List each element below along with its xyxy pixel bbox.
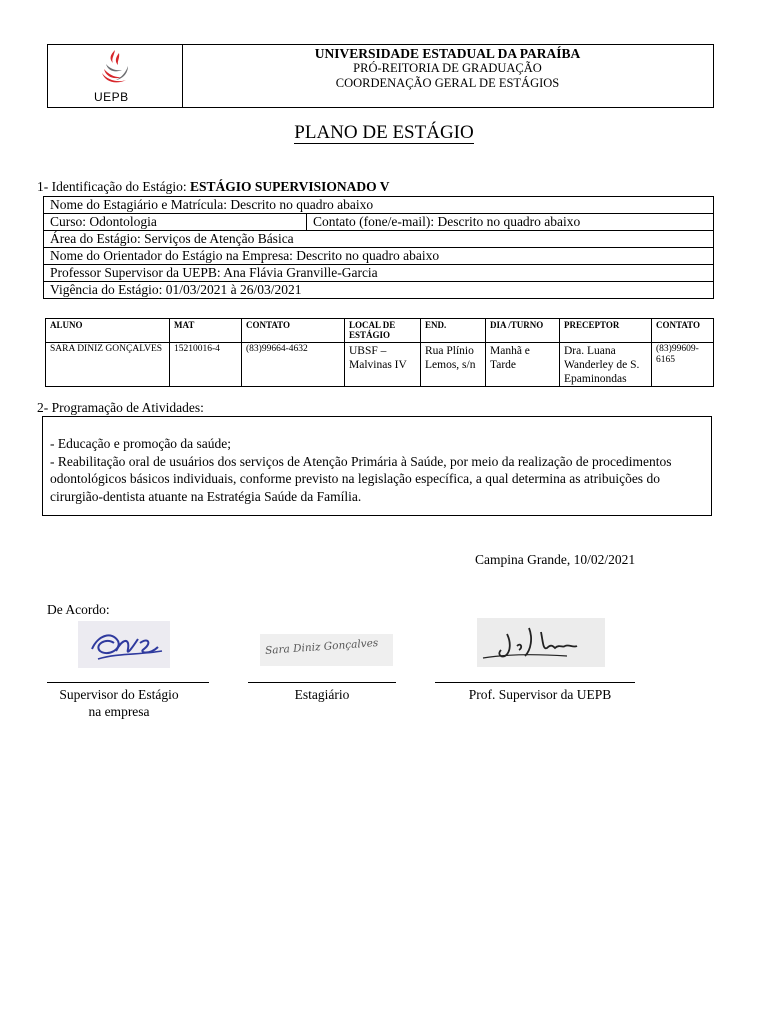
supervisor-signature-image xyxy=(78,621,170,668)
supervisor-label-line2: na empresa xyxy=(88,704,150,719)
section1-heading-value: ESTÁGIO SUPERVISIONADO V xyxy=(189,179,390,194)
header-dia-turno: DIA /TURNO xyxy=(486,319,560,343)
section1-heading-prefix: 1- Identificação do Estágio: xyxy=(37,179,190,194)
logo-cell xyxy=(48,45,183,107)
cell-contato-preceptor: (83)99609-6165 xyxy=(652,343,714,387)
estagiario-label: Estagiário xyxy=(294,687,350,702)
curso-cell: Curso: Odontologia xyxy=(44,214,307,231)
cell-end: Rua Plínio Lemos, s/n xyxy=(421,343,486,387)
university-name: UNIVERSIDADE ESTADUAL DA PARAÍBA xyxy=(314,46,581,61)
list-item: - Educação e promoção da saúde; xyxy=(50,436,232,451)
cell-aluno: SARA DINIZ GONÇALVES xyxy=(46,343,170,387)
professor-cell: Professor Supervisor da UEPB: Ana Flávia Granville-Garcia xyxy=(44,265,714,282)
prof-supervisor-signature-image xyxy=(477,618,605,667)
header-aluno: ALUNO xyxy=(46,319,170,343)
table-row xyxy=(44,197,714,214)
table-header-row xyxy=(46,319,714,343)
header-text xyxy=(182,45,713,91)
document-title-text: PLANO DE ESTÁGIO xyxy=(294,122,474,143)
logo-text: UEPB xyxy=(94,90,129,104)
identification-table xyxy=(43,196,714,299)
header-box xyxy=(47,44,714,108)
cell-mat: 15210016-4 xyxy=(170,343,242,387)
table-row xyxy=(44,265,714,282)
table-row xyxy=(44,214,714,231)
vigencia-cell: Vigência do Estágio: 01/03/2021 à 26/03/2021 xyxy=(44,282,714,299)
header-contato: CONTATO xyxy=(242,319,345,343)
pro-reitoria: PRÓ-REITORIA DE GRADUAÇÃO xyxy=(353,61,542,75)
de-acordo-label: De Acordo: xyxy=(47,602,110,617)
nome-estagiario-cell: Nome do Estagiário e Matrícula: Descrito no quadro abaixo xyxy=(44,197,714,214)
contato-cell: Contato (fone/e-mail): Descrito no quadro abaixo xyxy=(307,214,714,231)
table-row xyxy=(44,231,714,248)
cell-preceptor: Dra. Luana Wanderley de S. Epaminondas xyxy=(560,343,652,387)
prof-supervisor-signature-line xyxy=(435,682,635,683)
activities-box xyxy=(42,416,712,516)
list-item: - Reabilitação oral de usuários dos serviços de Atenção Primária à Saúde, por meio da realização de procedimentos odontológicos básicos individuais, conforme previsto na legislação específica, a qual determina as atribuições do cirurgião-dentista atuante na Estratégia Saúde da Família. xyxy=(50,453,672,504)
section2-heading: 2- Programação de Atividades: xyxy=(37,400,204,415)
coordenacao: COORDENAÇÃO GERAL DE ESTÁGIOS xyxy=(335,76,560,90)
section1-heading xyxy=(37,179,390,195)
supervisor-signature-line xyxy=(47,682,209,683)
cell-dia-turno: Manhã e Tarde xyxy=(486,343,560,387)
header-mat: MAT xyxy=(170,319,242,343)
table-row xyxy=(46,343,714,387)
table-row xyxy=(44,282,714,299)
supervisor-label xyxy=(39,686,199,720)
header-local: LOCAL DE ESTÁGIO xyxy=(345,319,421,343)
header-end: END. xyxy=(421,319,486,343)
cell-local: UBSF – Malvinas IV xyxy=(345,343,421,387)
supervisor-label-line1: Supervisor do Estágio xyxy=(59,687,179,702)
estagiario-signature-text: Sara Diniz Gonçalves xyxy=(264,637,379,657)
cell-contato: (83)99664-4632 xyxy=(242,343,345,387)
activities-list xyxy=(50,435,706,505)
area-cell: Área do Estágio: Serviços de Atenção Básica xyxy=(44,231,714,248)
students-table xyxy=(45,318,714,387)
estagiario-signature-line xyxy=(248,682,396,683)
document-title xyxy=(0,122,768,144)
estagiario-signature-image xyxy=(260,634,393,666)
header-preceptor: PRECEPTOR xyxy=(560,319,652,343)
table-row xyxy=(44,248,714,265)
orientador-cell: Nome do Orientador do Estágio na Empresa: Descrito no quadro abaixo xyxy=(44,248,714,265)
place-date: Campina Grande, 10/02/2021 xyxy=(475,552,636,567)
uepb-logo-icon xyxy=(92,47,138,89)
header-contato-preceptor: CONTATO xyxy=(652,319,714,343)
prof-supervisor-label: Prof. Supervisor da UEPB xyxy=(468,687,612,702)
